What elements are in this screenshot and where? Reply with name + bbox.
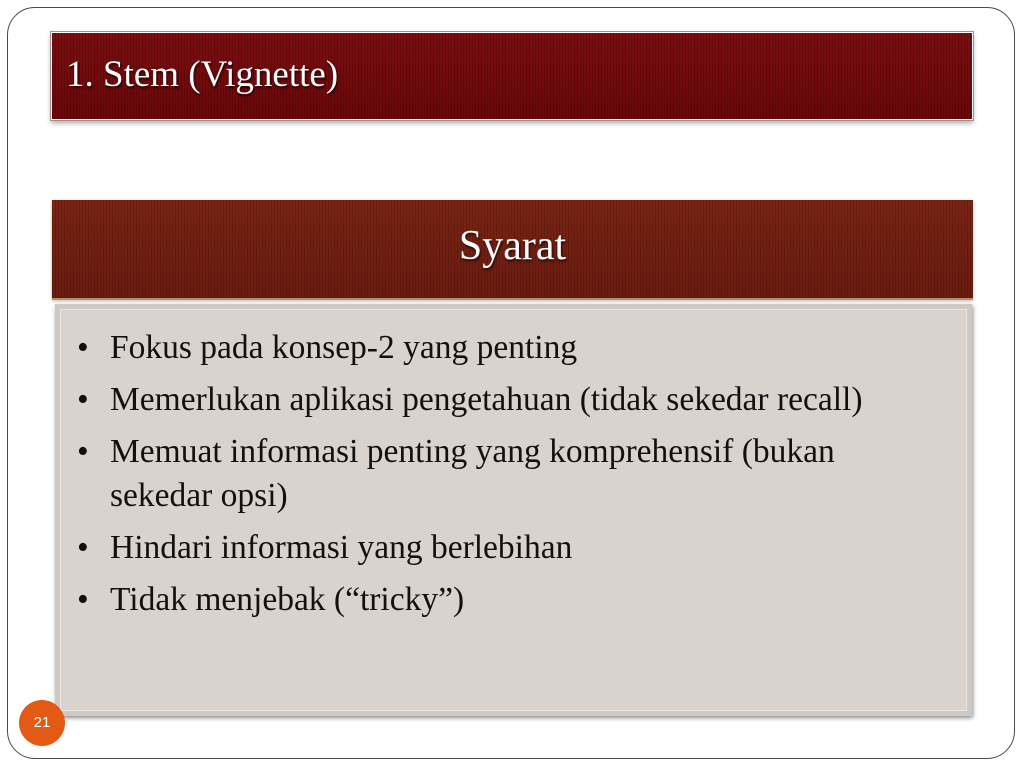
- list-item: [75, 326, 935, 370]
- bullet-marker: •: [77, 433, 89, 470]
- bullet-marker: •: [77, 329, 89, 366]
- list-item-text: Fokus pada konsep-2 yang penting: [110, 329, 578, 366]
- card-header: [52, 200, 973, 300]
- bullet-marker: •: [77, 381, 89, 418]
- bullet-marker: •: [77, 529, 89, 566]
- list-item-text: Tidak menjebak (“tricky”): [110, 581, 465, 618]
- card-header-title: Syarat: [458, 223, 567, 269]
- page-number-badge: 21: [19, 700, 65, 746]
- list-item: [75, 378, 935, 422]
- list-item-text: Memuat informasi penting yang komprehensif (bukan sekedar opsi): [110, 433, 835, 514]
- list-item: [75, 430, 935, 518]
- bullet-marker: •: [77, 581, 89, 618]
- list-item: [75, 526, 935, 570]
- bullet-list: [75, 326, 935, 630]
- title-bar: [51, 32, 973, 120]
- list-item-text: Memerlukan aplikasi pengetahuan (tidak sekedar recall): [110, 381, 863, 418]
- card-body: [55, 304, 972, 716]
- slide-title: 1. Stem (Vignette): [66, 54, 339, 95]
- card-body-inner: [60, 309, 967, 711]
- list-item: [75, 578, 935, 622]
- list-item-text: Hindari informasi yang berlebihan: [110, 529, 573, 566]
